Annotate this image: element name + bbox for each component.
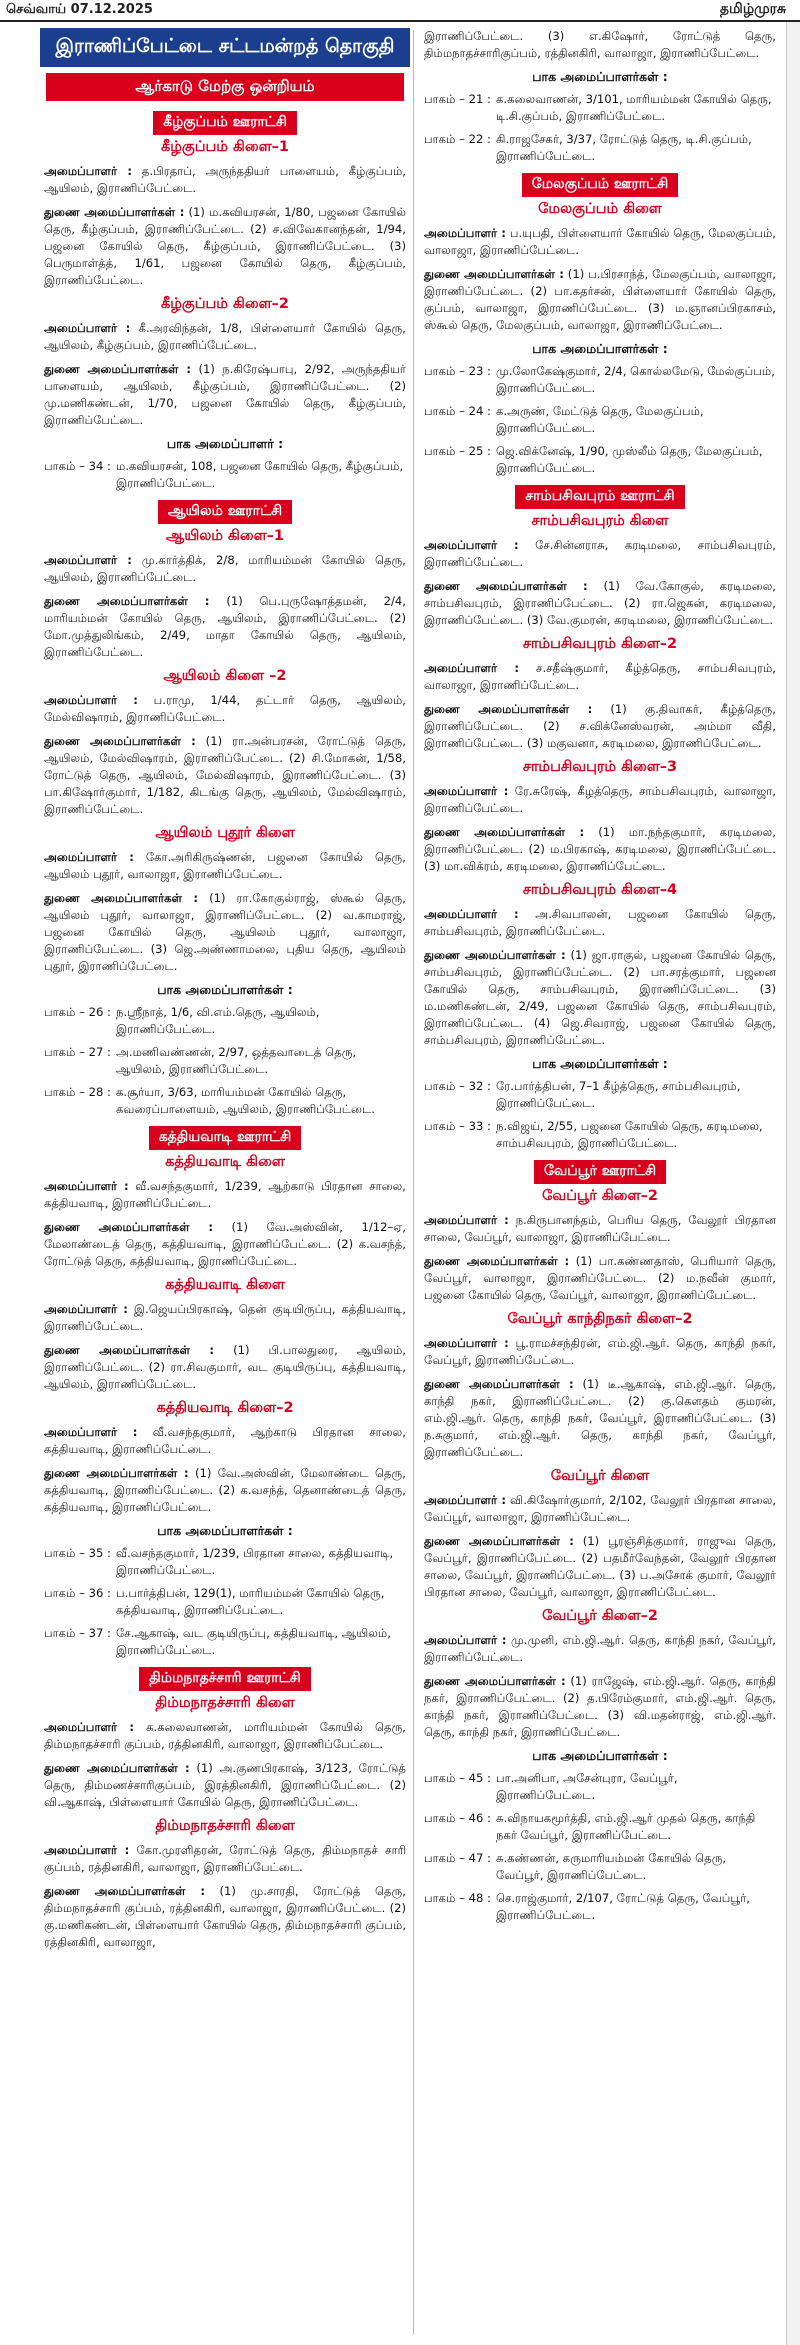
booth-entry: பாகம் – 21 : க.கலைவாணன், 3/101, மாரியம்மன் கோயில் தெரு, டி.சி.குப்பம், இராணிப்பேட்டை. bbox=[424, 92, 772, 123]
organizer-entry: அமைப்பாளர் : ச.சதீஷ்குமார், கீழ்த்தெரு, சாம்பசிவபுரம், வாலாஜா, இராணிப்பேட்டை. bbox=[424, 661, 776, 692]
booth-organizers-heading: பாக அமைப்பாளர்கள் : bbox=[157, 1523, 293, 1538]
organizer-entry: அமைப்பாளர் : கோ.அரிகிருஷ்ணன், பஜனை கோயில் தெரு, ஆயிலம் புதூர், வாலாஜா, இராணிப்பேட்டை. bbox=[44, 850, 406, 881]
branch-heading: சாம்பசிவபுரம் கிளை–4 bbox=[522, 882, 678, 898]
deputy-organizers-entry: துணை அமைப்பாளர்கள் : (1) பூரஞ்சித்குமார், ராஜுவ தெரு, வேப்பூர், இராணிப்பேட்டை. (2) பதமீர்வேந்தன், வேலூர் பிரதான சாலை, வேப்பூர், இராணிப்பேட்டை. (3) ப.அசோக் குமார், வேலூர் பிரதான சாலை, வேப்பூர், வாலாஜா, இராணிப்பேட்டை. bbox=[424, 1534, 776, 1599]
organizer-entry: அமைப்பாளர் : பூ.ராமச்சந்திரன், எம்.ஜி.ஆர். தெரு, காந்தி நகர், வேப்பூர், இராணிப்பேட்டை. bbox=[424, 1336, 776, 1367]
organizer-entry: அமைப்பாளர் : வீ.வசந்தகுமார், ஆற்காடு பிரதான சாலை, கத்தியவாடி, இராணிப்பேட்டை. bbox=[44, 1425, 406, 1456]
booth-entry: பாகம் – 23 : மு.லோகேஷ்குமார், 2/4, கொல்லமேடு, மேல்குப்பம், இராணிப்பேட்டை. bbox=[424, 364, 775, 395]
publication-logo: தமிழ்முரசு bbox=[719, 1, 786, 17]
booth-entry: பாகம் – 33 : ந.விஜய், 2/55, பஜனை கோயில் தெரு, கரடிமலை, சாம்பசிவபுரம், இராணிப்பேட்டை. bbox=[424, 1119, 763, 1150]
deputy-organizers-entry: துணை அமைப்பாளர்கள் : (1) மா.நந்தகுமார், கரடிமலை, இராணிப்பேட்டை. (2) ம.பிரகாஷ், கரடிமலை, இராணிப்பேட்டை. (3) மா.விக்ரம், கரடிமலை, இராணிப்பேட்டை. bbox=[424, 825, 776, 873]
column-left bbox=[40, 28, 410, 2338]
branch-heading: கீழ்குப்பம் கிளை–1 bbox=[160, 139, 290, 155]
booth-entry: பாகம் – 28 : க.சூர்யா, 3/63, மாரியம்மன் கோயில் தெரு, கவரைப்பாளையம், ஆயிலம், இராணிப்பேட்டை. bbox=[44, 1085, 375, 1116]
booth-organizers-heading: பாக அமைப்பாளர்கள் : bbox=[532, 341, 668, 356]
booth-entry: பாகம் – 24 : க.அருண், மேட்டுத் தெரு, மேலகுப்பம், இராணிப்பேட்டை. bbox=[424, 404, 704, 435]
branch-heading: வேப்பூர் கிளை–2 bbox=[542, 1608, 658, 1624]
page-date: செவ்வாய் 07.12.2025 bbox=[6, 2, 153, 17]
booth-entry: பாகம் – 47 : சு.கண்ணன், கருமாரியம்மன் கோயில் தெரு, வேப்பூர், இராணிப்பேட்டை. bbox=[424, 1851, 727, 1882]
panchayat-heading: கீழ்குப்பம் ஊராட்சி bbox=[153, 111, 297, 135]
organizer-entry: அமைப்பாளர் : வீ.வசந்தகுமார், 1/239, ஆற்காடு பிரதான சாலை, கத்தியவாடி, இராணிப்பேட்டை. bbox=[44, 1179, 406, 1210]
booth-entry: பாகம் – 27 : அ.மணிவண்ணன், 2/97, ஒத்தவாடைத் தெரு, ஆயிலம், இராணிப்பேட்டை. bbox=[44, 1045, 357, 1076]
deputy-organizers-entry: துணை அமைப்பாளர்கள் : (1) ரா.அன்பரசன், ரோட்டுத் தெரு, ஆயிலம், மேல்விஷாரம், இராணிப்பேட்டை. (2) சி.மோகன், 1/58, ரோட்டுத் தெரு, ஆயிலம், மேல்விஷாரம், இராணிப்பேட்டை. (3) பா.கிஷோர்குமார், 1/182, கிடங்கு தெரு, ஆயிலம், மேல்விஷாரம், இராணிப்பேட்டை. bbox=[44, 734, 406, 816]
organizer-entry: அமைப்பாளர் : சே.சின்னராசு, கரடிமலை, சாம்பசிவபுரம், இராணிப்பேட்டை. bbox=[424, 538, 776, 569]
deputy-organizers-entry: துணை அமைப்பாளர்கள் : (1) ஜா.ராகுல், பஜனை கோயில் தெரு, சாம்பசிவபுரம், இராணிப்பேட்டை. (2) பா.சரத்குமார், பஜனை கோயில் தெரு, சாம்பசிவபுரம், இராணிப்பேட்டை. (3) ம.மணிகண்டன், 2/49, பஜனை கோயில் தெரு, சாம்பசிவபுரம், இராணிப்பேட்டை. (4) ஜெ.சிவராஜ், பஜனை கோயில் தெரு, சாம்பசிவபுரம், இராணிப்பேட்டை. bbox=[424, 948, 776, 1047]
column-divider bbox=[413, 30, 414, 2335]
panchayat-heading: திம்மநாதச்சாரி ஊராட்சி bbox=[139, 1667, 310, 1691]
booth-entry: பாகம் – 48 : செ.ராஜ்குமார், 2/107, ரோட்டுத் தெரு, வேப்பூர், இராணிப்பேட்டை. bbox=[424, 1891, 750, 1922]
organizer-entry: அமைப்பாளர் : க.கலைவாணன், மாரியம்மன் கோயில் தெரு, திம்மநாதச்சாரி குப்பம், ரத்தினகிரி, வாலாஜா, இராணிப்பேட்டை. bbox=[44, 1720, 406, 1751]
organizer-entry: அமைப்பாளர் : வி.கிஷோர்குமார், 2/102, வேலூர் பிரதான சாலை, வேப்பூர், வாலாஜா, இராணிப்பேட்டை. bbox=[424, 1493, 776, 1524]
organizer-entry: அமைப்பாளர் : இ.ஜெயப்பிரகாஷ், தென் குடியிருப்பு, கத்தியவாடி, இராணிப்பேட்டை. bbox=[44, 1302, 406, 1333]
branch-heading: கத்தியவாடி கிளை–2 bbox=[156, 1400, 294, 1416]
branch-heading: வேப்பூர் காந்திநகர் கிளை–2 bbox=[507, 1311, 693, 1327]
constituency-title: இராணிப்பேட்டை சட்டமன்றத் தொகுதி bbox=[40, 28, 410, 67]
branch-heading: சாம்பசிவபுரம் கிளை–2 bbox=[522, 636, 678, 652]
branch-heading: வேப்பூர் கிளை bbox=[550, 1468, 650, 1484]
panchayat-heading: வேப்பூர் ஊராட்சி bbox=[534, 1160, 666, 1184]
panchayat-heading: சாம்பசிவபுரம் ஊராட்சி bbox=[515, 485, 684, 509]
organizer-entry: அமைப்பாளர் : ப.ராமு, 1/44, தட்டார் தெரு, ஆயிலம், மேல்விஷாரம், இராணிப்பேட்டை. bbox=[44, 693, 406, 724]
organizer-entry: அமைப்பாளர் : கோ.முரளிதரன், ரோட்டுத் தெரு, திம்மநாதச் சாரி குப்பம், ரத்தினகிரி, வாலாஜா, இராணிப்பேட்டை. bbox=[44, 1843, 406, 1874]
booth-entry: பாகம் – 25 : ஜெ.விக்னேஷ், 1/90, முஸ்லீம் தெரு, மேலகுப்பம், இராணிப்பேட்டை. bbox=[424, 444, 763, 475]
organizer-entry: அமைப்பாளர் : அ.சிவபாலன், பஜனை கோயில் தெரு, சாம்பசிவபுரம், இராணிப்பேட்டை. bbox=[424, 907, 776, 938]
deputy-organizers-entry: துணை அமைப்பாளர்கள் : (1) கு.திவாகர், கீழ்த்தெரு, இராணிப்பேட்டை. (2) ச.விக்னேஸ்வரன், அம்மா வீதி, இராணிப்பேட்டை. (3) மகுவனா, கரடிமலை, இராணிப்பேட்டை. bbox=[424, 702, 776, 750]
deputy-organizers-entry: துணை அமைப்பாளர்கள் : (1) வே.அஸ்வின், மேலாண்டை தெரு, கத்தியவாடி, இராணிப்பேட்டை. (2) க.வசந்த், தெனாண்டைத் தெரு, கத்தியவாடி, இராணிப்பேட்டை. bbox=[44, 1466, 406, 1514]
booth-entry: பாகம் – 26 : ந.ஸ்ரீநாத், 1/6, வி.எம்.தெரு, ஆயிலம், இராணிப்பேட்டை. bbox=[44, 1005, 320, 1036]
adjacent-page-edge bbox=[786, 22, 800, 2345]
branch-heading: கத்தியவாடி கிளை bbox=[165, 1154, 285, 1170]
page-top-strip bbox=[0, 0, 800, 22]
branch-heading: ஆயிலம் கிளை –2 bbox=[163, 668, 287, 684]
branch-heading: திம்மநாதச்சாரி கிளை bbox=[155, 1818, 295, 1834]
deputy-organizers-entry: துணை அமைப்பாளர்கள் : (1) வே.கோகுல், கரடிமலை, சாம்பசிவபுரம், இராணிப்பேட்டை. (2) ரா.ஜெகன், கரடிமலை, இராணிப்பேட்டை. (3) வே.குமரன், கரடிமலை, இராணிப்பேட்டை. bbox=[424, 579, 776, 627]
column-right bbox=[420, 28, 780, 2338]
branch-heading: திம்மநாதச்சாரி கிளை bbox=[155, 1695, 295, 1711]
deputy-organizers-entry: துணை அமைப்பாளர்கள் : (1) ப.பிரசாந்த், மேலகுப்பம், வாலாஜா, இராணிப்பேட்டை. (2) பா.கதர்சன், பிள்ளையார் கோயில் தெரு, குப்பம், வாலாஜா, இராணிப்பேட்டை. (3) ம.ஞானப்பிரகாசம், ஸ்கூல் தெரு, மேலகுப்பம், வாலாஜா, இராணிப்பேட்டை. bbox=[424, 267, 776, 332]
booth-entry: பாகம் – 22 : கி.ராஜசேகர், 3/37, ரோட்டுத் தெரு, டி.சி.குப்பம், இராணிப்பேட்டை. bbox=[424, 132, 752, 163]
branch-heading: வேப்பூர் கிளை–2 bbox=[542, 1188, 658, 1204]
organizer-entry: அமைப்பாளர் : த.பிரதாப், அருந்ததியர் பாளையம், கீழ்குப்பம், ஆயிலம், இராணிப்பேட்டை. bbox=[44, 164, 406, 195]
panchayat-heading: ஆயிலம் ஊராட்சி bbox=[158, 500, 292, 524]
union-heading: ஆர்காடு மேற்கு ஒன்றியம் bbox=[46, 73, 404, 101]
booth-entry: பாகம் – 32 : ரே.பார்த்திபன், 7–1 கீழ்த்தெரு, சாம்பசிவபுரம், இராணிப்பேட்டை. bbox=[424, 1079, 741, 1110]
booth-organizers-heading: பாக அமைப்பாளர்கள் : bbox=[532, 1748, 668, 1763]
branch-heading: ஆயிலம் புதூர் கிளை bbox=[155, 825, 295, 841]
panchayat-heading: கத்தியவாடி ஊராட்சி bbox=[149, 1126, 302, 1150]
deputy-organizers-entry: துணை அமைப்பாளர்கள் : (1) ந.கிரேஷ்பாபு, 2/92, அருந்ததியர் பாளையம், ஆயிலம், கீழ்குப்பம், இராணிப்பேட்டை. (2) மு.மணிகண்டன், 1/70, பஜனை கோயில் தெரு, கீழ்குப்பம், இராணிப்பேட்டை. bbox=[44, 362, 406, 427]
deputy-organizers-entry: துணை அமைப்பாளர்கள் : (1) ரா.கோகுல்ராஜ், ஸ்கூல் தெரு, ஆயிலம் புதூர், வாலாஜா, இராணிப்பேட்டை. (2) வ.காமராஜ், பஜனை கோயில் தெரு, ஆயிலம் புதூர், வாலாஜா, இராணிப்பேட்டை. (3) ஜெ.அண்ணாமலை, புதிய தெரு, ஆயிலம் புதூர், இராணிப்பேட்டை. bbox=[44, 891, 406, 973]
booth-entry: பாகம் – 46 : சு.விநாயகமூர்த்தி, எம்.ஜி.ஆர் முதல் தெரு, காந்தி நகர் வேப்பூர், இராணிப்பேட்டை. bbox=[424, 1811, 756, 1842]
deputy-organizers-entry: துணை அமைப்பாளர்கள் : (1) ம.கவியரசன், 1/80, பஜனை கோயில் தெரு, கீழ்குப்பம், இராணிப்பேட்டை. (2) ச.விவேகானந்தன், 1/94, பஜனை கோயில் தெரு, கீழ்குப்பம், இராணிப்பேட்டை. (3) பெருமாள்த்த், 1/61, பஜனை கோயில் தெரு, கீழ்குப்பம், இராணிப்பேட்டை. bbox=[44, 205, 406, 287]
organizer-entry: அமைப்பாளர் : ரே.சுரேஷ், கீழத்தெரு, சாம்பசிவபுரம், வாலாஜா, இராணிப்பேட்டை. bbox=[424, 784, 776, 815]
organizer-entry: அமைப்பாளர் : கீ.அரவிந்தன், 1/8, பிள்ளையார் கோயில் தெரு, ஆயிலம், கீழ்குப்பம், இராணிப்பேட்டை. bbox=[44, 321, 406, 352]
booth-organizers-heading: பாக அமைப்பாளர்கள் : bbox=[532, 69, 668, 84]
booth-entry: பாகம் – 36 : ப.பார்த்திபன், 129(1), மாரியம்மன் கோயில் தெரு, கத்தியவாடி, இராணிப்பேட்டை. bbox=[44, 1586, 385, 1617]
branch-heading: கத்தியவாடி கிளை bbox=[165, 1277, 285, 1293]
booth-entry: பாகம் – 45 : பா.அனிபா, அசேன்புரா, வேப்பூர், இராணிப்பேட்டை. bbox=[424, 1771, 678, 1802]
deputy-organizers-entry: துணை அமைப்பாளர்கள் : (1) பி.பாலதுரை, ஆயிலம், இராணிப்பேட்டை. (2) ரா.சிவகுமார், வட குடியிருப்பு, கத்தியவாடி, ஆயிலம், இராணிப்பேட்டை. bbox=[44, 1343, 406, 1391]
branch-heading: சாம்பசிவபுரம் கிளை bbox=[531, 513, 669, 529]
deputy-organizers-entry: துணை அமைப்பாளர்கள் : (1) அ.குணபிரகாஷ், 3/123, ரோட்டுத் தெரு, திம்மணச்சாரிகுப்பம், இரத்தினகிரி, இராணிப்பேட்டை. (2) வி.ஆகாஷ், பிள்ளையார் கோயில் தெரு, இராணிப்பேட்டை. bbox=[44, 1761, 406, 1809]
deputy-organizers-entry: துணை அமைப்பாளர்கள் : (1) மு.சாரதி, ரோட்டுத் தெரு, திம்மநாதச்சாரி குப்பம், ரத்தினகிரி, வாலாஜா, இராணிப்பேட்டை. (2) கு.மணிகண்டன், பிள்ளையார் கோயில் தெரு, திம்மநாதச்சாரி குப்பம், ரத்தினகிரி, வாலாஜா, bbox=[44, 1884, 406, 1949]
branch-heading: கீழ்குப்பம் கிளை–2 bbox=[160, 296, 290, 312]
booth-entry: பாகம் – 37 : சே.ஆகாஷ், வட குடியிருப்பு, கத்தியவாடி, ஆயிலம், இராணிப்பேட்டை. bbox=[44, 1626, 391, 1657]
branch-heading: ஆயிலம் கிளை–1 bbox=[166, 528, 284, 544]
deputy-organizers-entry: துணை அமைப்பாளர்கள் : (1) வே.அஸ்வின், 1/12–ஏ, மேலாண்டைத் தெரு, கத்தியவாடி, இராணிப்பேட்டை. (2) க.வசந்த், ரோட்டுத் தெரு, கத்தியவாடி, இராணிப்பேட்டை. bbox=[44, 1220, 406, 1268]
booth-entry: பாகம் – 35 : வீ.வசந்தகுமார், 1/239, பிரதான சாலை, கத்தியவாடி, இராணிப்பேட்டை. bbox=[44, 1546, 394, 1577]
deputy-organizers-entry: துணை அமைப்பாளர்கள் : (1) பெ.புருஷோத்தமன், 2/4, மாரியம்மன் கோயில் தெரு, ஆயிலம், இராணிப்பேட்டை. (2) மோ.முத்துலிங்கம், 2/49, மாதா கோயில் தெரு, ஆயிலம், இராணிப்பேட்டை. bbox=[44, 594, 406, 659]
organizer-entry: அமைப்பாளர் : மு.கார்த்திக், 2/8, மாரியம்மன் கோயில் தெரு, ஆயிலம், இராணிப்பேட்டை. bbox=[44, 553, 406, 584]
deputy-organizers-entry: துணை அமைப்பாளர்கள் : (1) பா.கண்ணதாஸ், பெரியார் தெரு, வேப்பூர், வாலாஜா, இராணிப்பேட்டை. (2) ம.நவீன் குமார், பஜனை கோயில் தெரு, வேப்பூர், வாலாஜா, இராணிப்பேட்டை. bbox=[424, 1254, 776, 1302]
booth-organizers-heading: பாக அமைப்பாளர்கள் : bbox=[532, 1056, 668, 1071]
booth-entry: பாகம் – 34 : ம.கவியரசன், 108, பஜனை கோயில் தெரு, கீழ்குப்பம், இராணிப்பேட்டை. bbox=[44, 459, 404, 490]
booth-organizers-heading: பாக அமைப்பாளர் : bbox=[166, 436, 284, 451]
deputy-organizers-entry: துணை அமைப்பாளர்கள் : (1) ராஜேஷ், எம்.ஜி.ஆர். தெரு, காந்தி நகர், இராணிப்பேட்டை. (2) த.பிரேம்குமார், எம்.ஜி.ஆர். தெரு, காந்தி நகர், இராணிப்பேட்டை. (3) வி.மதன்ராஜ், எம்.ஜி.ஆர். தெரு, காந்தி நகர், இராணிப்பேட்டை. bbox=[424, 1674, 776, 1739]
organizer-entry: அமைப்பாளர் : ந.கிருபானந்தம், பெரிய தெரு, வேலூர் பிரதான சாலை, வேப்பூர், வாலாஜா, இராணிப்பேட்டை. bbox=[424, 1213, 776, 1244]
organizer-entry: அமைப்பாளர் : ப.யுபதி, பிள்ளையார் கோயில் தெரு, மேலகுப்பம், வாலாஜா, இராணிப்பேட்டை. bbox=[424, 226, 776, 257]
continued-entry: இராணிப்பேட்டை. (3) எ.கிஷோர், ரோட்டுத் தெரு, திம்மநாதச்சாரிகுப்பம், ரத்தினகிரி, வாலாஜா, இராணிப்பேட்டை. bbox=[424, 29, 776, 60]
branch-heading: சாம்பசிவபுரம் கிளை–3 bbox=[522, 759, 678, 775]
panchayat-heading: மேலகுப்பம் ஊராட்சி bbox=[522, 173, 678, 197]
branch-heading: மேலகுப்பம் கிளை bbox=[538, 201, 662, 217]
booth-organizers-heading: பாக அமைப்பாளர்கள் : bbox=[157, 982, 293, 997]
deputy-organizers-entry: துணை அமைப்பாளர்கள் : (1) டீ.ஆகாஷ், எம்.ஜி.ஆர். தெரு, காந்தி நகர், இராணிப்பேட்டை. (2) கு.கௌதம் குமரன், எம்.ஜி.ஆர். தெரு, காந்தி நகர், வேப்பூர், இராணிப்பேட்டை. (3) ந.சுகுமார், எம்.ஜி.ஆர். தெரு, காந்தி நகர், வேப்பூர், இராணிப்பேட்டை. bbox=[424, 1377, 776, 1459]
organizer-entry: அமைப்பாளர் : மு.முனி, எம்.ஜி.ஆர். தெரு, காந்தி நகர், வேப்பூர், இராணிப்பேட்டை. bbox=[424, 1633, 776, 1664]
